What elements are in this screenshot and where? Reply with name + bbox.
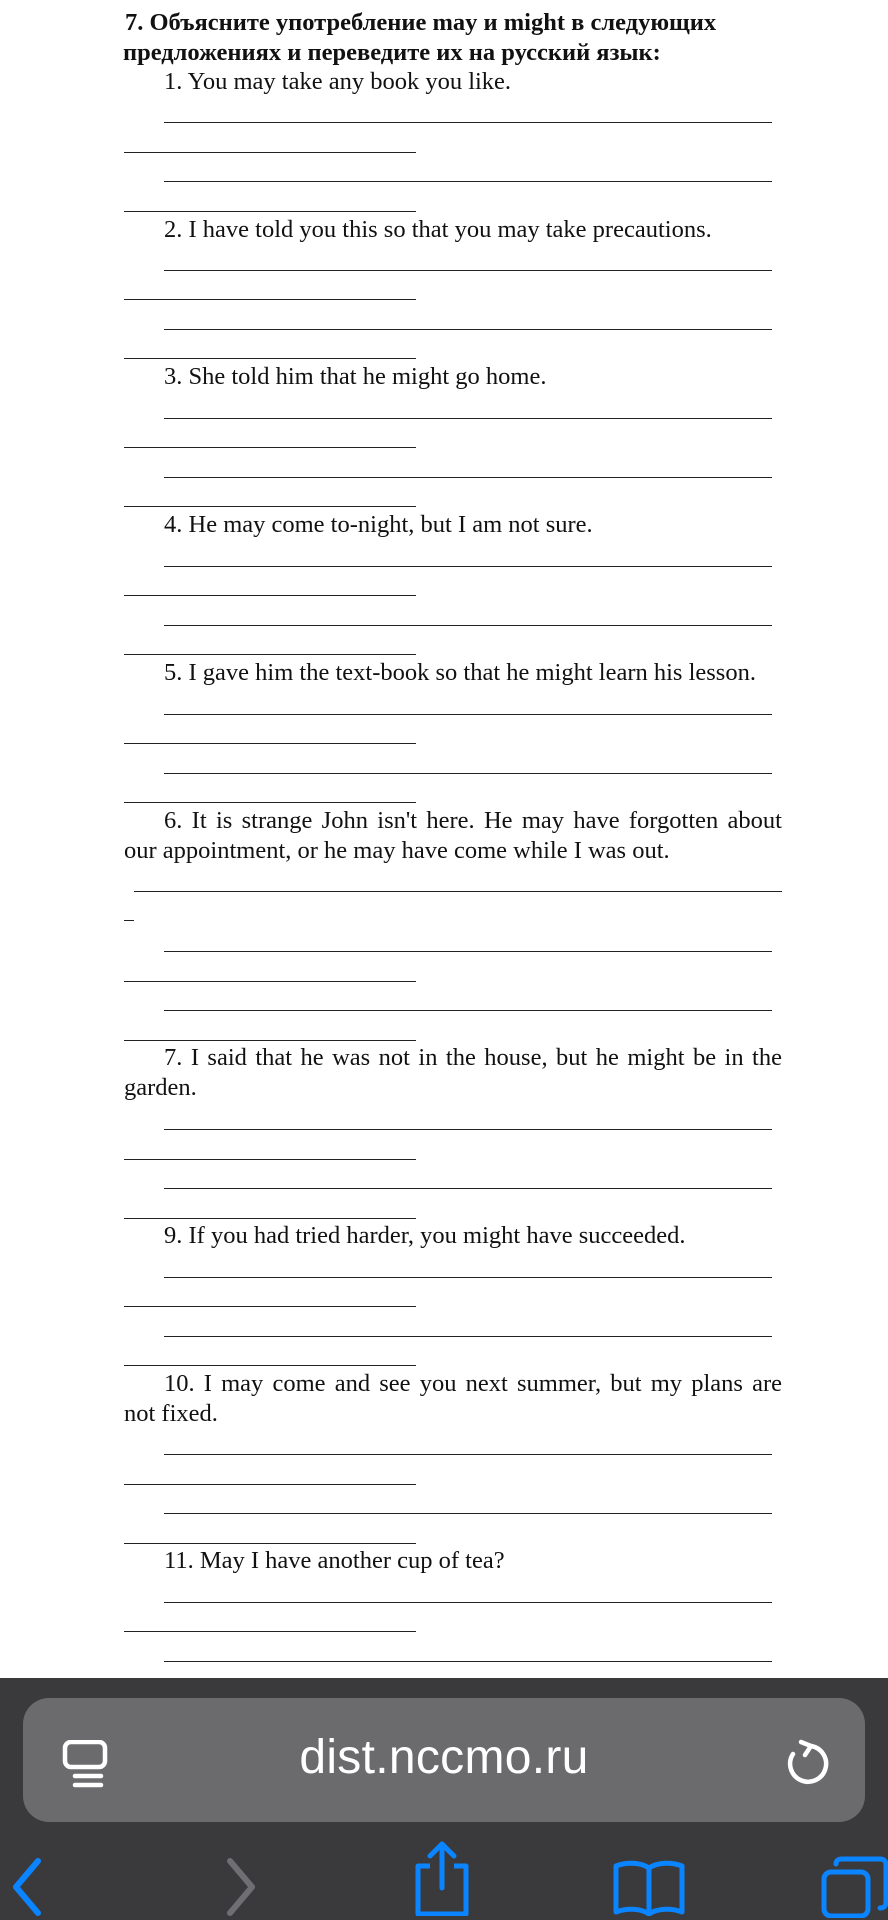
answer-line bbox=[124, 447, 416, 448]
answer-line-dash bbox=[124, 920, 134, 921]
answer-line bbox=[164, 1602, 772, 1603]
heading-line-2: предложениях и переведите их на русский язык: bbox=[123, 39, 661, 66]
answer-line bbox=[164, 1661, 772, 1662]
answer-line bbox=[164, 418, 772, 419]
answer-line bbox=[164, 329, 772, 330]
answer-line bbox=[164, 1277, 772, 1278]
answer-line bbox=[164, 270, 772, 271]
answer-line bbox=[164, 714, 772, 715]
answer-line bbox=[124, 1365, 416, 1366]
answer-line bbox=[124, 802, 416, 803]
answer-line bbox=[164, 773, 772, 774]
answer-line bbox=[164, 477, 772, 478]
answer-line bbox=[124, 506, 416, 507]
answer-line bbox=[164, 181, 772, 182]
answer-line bbox=[164, 951, 772, 952]
question-2: 2. I have told you this so that you may take precautions. bbox=[164, 216, 712, 243]
question-1: 1. You may take any book you like. bbox=[164, 68, 512, 95]
answer-line bbox=[124, 1306, 416, 1307]
question-4: 4. He may come to-night, but I am not sure. bbox=[164, 511, 593, 538]
question-9: 9. If you had tried harder, you might have succeeded. bbox=[164, 1222, 686, 1249]
answer-line bbox=[164, 566, 772, 567]
question-6: 6. It is strange John isn't here. He may have forgotten about our appointment, or he may have come while I was out. bbox=[124, 807, 782, 864]
answer-line bbox=[124, 1484, 416, 1485]
answer-line bbox=[124, 1040, 416, 1041]
answer-line bbox=[164, 1513, 772, 1514]
answer-line bbox=[164, 1010, 772, 1011]
answer-line bbox=[124, 981, 416, 982]
answer-line bbox=[164, 1336, 772, 1337]
answer-line bbox=[124, 595, 416, 596]
answer-line bbox=[134, 891, 782, 892]
answer-line bbox=[124, 152, 416, 153]
bookmarks-icon[interactable] bbox=[612, 1858, 686, 1916]
answer-line bbox=[124, 1631, 416, 1632]
heading-line-1: 7. Объясните употребление may и might в следующих bbox=[125, 9, 717, 36]
address-bar[interactable] bbox=[23, 1698, 865, 1822]
forward-icon[interactable] bbox=[220, 1853, 260, 1917]
answer-line bbox=[124, 1218, 416, 1219]
share-icon[interactable] bbox=[410, 1840, 474, 1916]
question-11: 11. May I have another cup of tea? bbox=[164, 1547, 505, 1574]
tabs-icon[interactable] bbox=[820, 1856, 888, 1918]
answer-line bbox=[124, 211, 416, 212]
question-10: 10. I may come and see you next summer, but my plans are not fixed. bbox=[124, 1370, 782, 1427]
answer-line bbox=[164, 625, 772, 626]
answer-line bbox=[124, 743, 416, 744]
question-3: 3. She told him that he might go home. bbox=[164, 363, 547, 390]
browser-toolbar bbox=[0, 1678, 888, 1920]
question-7: 7. I said that he was not in the house, but he might be in the garden. bbox=[124, 1044, 782, 1101]
answer-line bbox=[164, 1129, 772, 1130]
answer-line bbox=[164, 1188, 772, 1189]
back-icon[interactable] bbox=[8, 1853, 48, 1917]
answer-line bbox=[164, 122, 772, 123]
answer-line bbox=[124, 358, 416, 359]
answer-line bbox=[124, 1159, 416, 1160]
reload-icon[interactable] bbox=[781, 1738, 831, 1788]
answer-line bbox=[164, 1454, 772, 1455]
answer-line bbox=[124, 299, 416, 300]
url-text[interactable]: dist.nccmo.ru bbox=[299, 1731, 589, 1784]
answer-line bbox=[124, 1543, 416, 1544]
question-5: 5. I gave him the text-book so that he might learn his lesson. bbox=[164, 659, 756, 686]
answer-line bbox=[124, 654, 416, 655]
exercise-heading bbox=[125, 8, 785, 68]
